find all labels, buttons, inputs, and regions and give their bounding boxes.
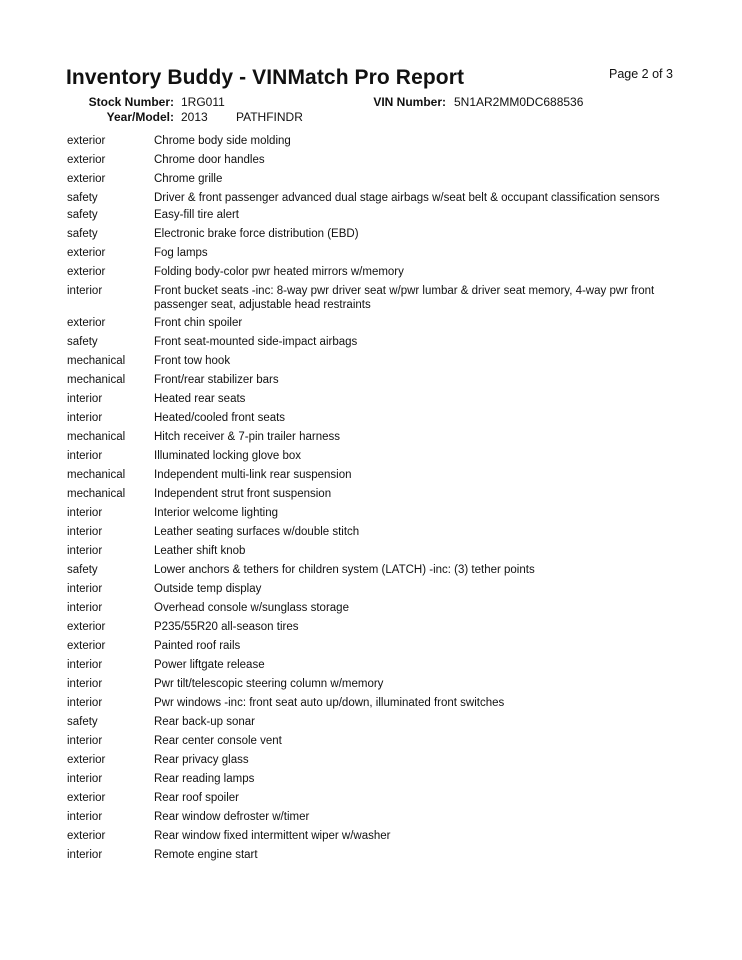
- feature-category: exterior: [67, 791, 106, 804]
- feature-category: exterior: [67, 753, 106, 766]
- feature-row: [67, 506, 667, 520]
- page-number: Page 2 of 3: [609, 67, 673, 81]
- feature-row: [67, 449, 667, 463]
- feature-category: mechanical: [67, 354, 126, 367]
- feature-description: Hitch receiver & 7-pin trailer harness: [154, 430, 340, 443]
- feature-row: [67, 284, 667, 312]
- feature-row: [67, 227, 667, 241]
- feature-description: Front bucket seats -inc: 8-way pwr driver seat w/pwr lumbar & driver seat memory, 4-way pwr front passenger seat, adjustable head restraints: [154, 285, 655, 312]
- feature-category: interior: [67, 506, 103, 519]
- feature-description: Remote engine start: [154, 848, 258, 861]
- feature-description: Chrome door handles: [154, 154, 265, 166]
- feature-category: exterior: [67, 639, 106, 652]
- feature-category: interior: [67, 677, 103, 690]
- feature-description: Folding body-color pwr heated mirrors w/memory: [154, 266, 404, 279]
- feature-category: exterior: [67, 829, 106, 842]
- feature-category: interior: [67, 449, 103, 462]
- feature-description: Lower anchors & tethers for children system (LATCH) -inc: (3) tether points: [154, 563, 535, 576]
- feature-category: interior: [67, 772, 103, 785]
- feature-description: Interior welcome lighting: [154, 506, 279, 519]
- feature-description: Front chin spoiler: [154, 316, 243, 329]
- feature-row: [67, 639, 667, 653]
- feature-category: interior: [67, 285, 103, 298]
- feature-description: Easy-fill tire alert: [154, 209, 239, 222]
- feature-row: [67, 153, 667, 167]
- feature-row: [67, 373, 667, 387]
- model-value: PATHFINDR: [236, 110, 303, 124]
- feature-row: [67, 134, 667, 148]
- feature-row: [67, 696, 667, 710]
- feature-row: [67, 335, 667, 349]
- vin-number-value: 5N1AR2MM0DC688536: [454, 95, 584, 109]
- feature-row: [67, 487, 667, 501]
- feature-description: Independent strut front suspension: [154, 487, 332, 500]
- feature-description: Electronic brake force distribution (EBD): [154, 228, 359, 241]
- stock-number-label: Stock Number:: [88, 95, 174, 109]
- feature-category: interior: [67, 582, 103, 595]
- feature-description: Rear center console vent: [154, 734, 282, 747]
- feature-category: interior: [67, 544, 103, 557]
- feature-description: Front/rear stabilizer bars: [154, 373, 279, 386]
- feature-description: Pwr windows -inc: front seat auto up/down, illuminated front switches: [154, 696, 505, 709]
- feature-row: [67, 191, 667, 205]
- feature-row: [67, 544, 667, 558]
- feature-row: [67, 582, 667, 596]
- feature-description: Illuminated locking glove box: [154, 449, 302, 462]
- feature-description: Front seat-mounted side-impact airbags: [154, 335, 358, 348]
- feature-description: Chrome grille: [154, 173, 223, 185]
- feature-row: [67, 601, 667, 615]
- feature-row: [67, 430, 667, 444]
- feature-description: Overhead console w/sunglass storage: [154, 601, 349, 614]
- feature-category: interior: [67, 601, 103, 614]
- feature-row: [67, 316, 667, 330]
- feature-description: Rear reading lamps: [154, 772, 255, 785]
- feature-row: [67, 848, 667, 862]
- feature-category: safety: [67, 209, 98, 222]
- feature-row: [67, 354, 667, 368]
- feature-description: Leather shift knob: [154, 544, 246, 557]
- feature-row: [67, 468, 667, 482]
- feature-description: Pwr tilt/telescopic steering column w/memory: [154, 677, 384, 690]
- feature-description: Chrome body side molding: [154, 135, 291, 147]
- feature-row: [67, 791, 667, 805]
- feature-row: [67, 620, 667, 634]
- feature-category: safety: [67, 192, 98, 204]
- feature-row: [67, 411, 667, 425]
- feature-category: interior: [67, 696, 103, 709]
- feature-row: [67, 829, 667, 843]
- feature-category: exterior: [67, 620, 106, 633]
- feature-description: P235/55R20 all-season tires: [154, 620, 299, 633]
- year-value: 2013: [181, 110, 208, 124]
- feature-description: Heated rear seats: [154, 392, 246, 405]
- feature-description: Front tow hook: [154, 354, 231, 367]
- feature-category: interior: [67, 411, 103, 424]
- feature-row: [67, 677, 667, 691]
- feature-description: Leather seating surfaces w/double stitch: [154, 525, 360, 538]
- feature-category: exterior: [67, 173, 106, 185]
- feature-row: [67, 753, 667, 767]
- feature-category: interior: [67, 392, 103, 405]
- feature-category: interior: [67, 810, 103, 823]
- feature-category: interior: [67, 525, 103, 538]
- feature-description: Heated/cooled front seats: [154, 411, 286, 424]
- feature-description: Rear back-up sonar: [154, 715, 255, 728]
- feature-category: safety: [67, 228, 98, 241]
- feature-category: exterior: [67, 247, 106, 260]
- feature-row: [67, 810, 667, 824]
- feature-row: [67, 246, 667, 260]
- feature-category: exterior: [67, 316, 106, 329]
- feature-description: Painted roof rails: [154, 639, 241, 652]
- feature-category: interior: [67, 658, 103, 671]
- feature-description: Rear window defroster w/timer: [154, 810, 310, 823]
- feature-category: interior: [67, 848, 103, 861]
- feature-category: mechanical: [67, 487, 126, 500]
- feature-row: [67, 734, 667, 748]
- feature-description: Rear roof spoiler: [154, 791, 240, 804]
- feature-row: [67, 563, 667, 577]
- feature-category: mechanical: [67, 430, 126, 443]
- feature-row: [67, 715, 667, 729]
- feature-row: [67, 265, 667, 279]
- feature-description: Fog lamps: [154, 247, 208, 260]
- feature-row: [67, 525, 667, 539]
- stock-number-value: 1RG011: [181, 95, 225, 109]
- report-title: Inventory Buddy - VINMatch Pro Report: [66, 66, 465, 89]
- feature-category: exterior: [67, 266, 106, 279]
- feature-description: Power liftgate release: [154, 658, 265, 671]
- feature-description: Outside temp display: [154, 582, 262, 595]
- feature-row: [67, 392, 667, 406]
- feature-description: Driver & front passenger advanced dual stage airbags w/seat belt & occupant classification sensors: [154, 192, 660, 204]
- feature-category: exterior: [67, 154, 106, 166]
- feature-row: [67, 772, 667, 786]
- feature-category: safety: [67, 563, 98, 576]
- feature-category: mechanical: [67, 373, 126, 386]
- feature-category: interior: [67, 734, 103, 747]
- feature-list: [67, 134, 667, 862]
- feature-row: [67, 658, 667, 672]
- feature-description: Rear privacy glass: [154, 753, 249, 766]
- feature-row: [67, 172, 667, 186]
- feature-row: [67, 208, 667, 222]
- feature-category: safety: [67, 335, 98, 348]
- feature-category: mechanical: [67, 468, 126, 481]
- feature-description: Independent multi-link rear suspension: [154, 468, 352, 481]
- year-model-label: Year/Model:: [106, 110, 174, 124]
- feature-category: exterior: [67, 135, 106, 147]
- feature-description: Rear window fixed intermittent wiper w/washer: [154, 829, 391, 842]
- vin-number-label: VIN Number:: [373, 95, 446, 109]
- feature-category: safety: [67, 715, 98, 728]
